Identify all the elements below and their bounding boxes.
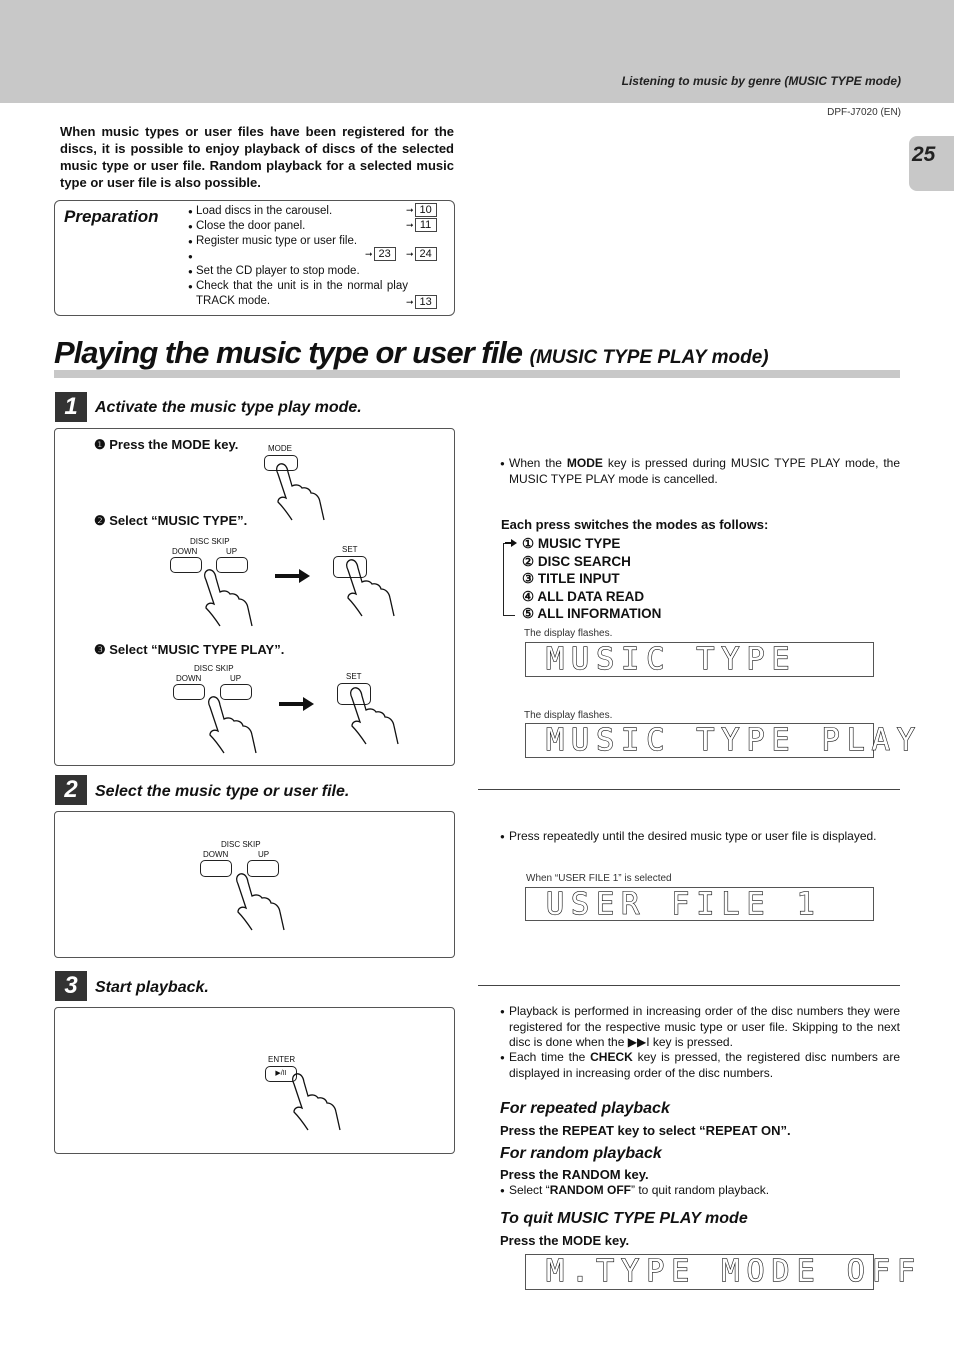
- hand-press-icon: [344, 686, 404, 746]
- page-ref[interactable]: [406, 203, 437, 217]
- down-button[interactable]: [200, 860, 232, 877]
- arrow-icon: ➞: [406, 297, 414, 307]
- page-ref-box: 23: [374, 247, 396, 261]
- mode-item: ① MUSIC TYPE: [522, 536, 621, 551]
- random-text: Press the RANDOM key.: [500, 1167, 649, 1182]
- step-3-badge: 3: [55, 971, 87, 1001]
- step-1-sub-1: ❶ Press the MODE key.: [94, 437, 239, 452]
- note-key: MODE: [566, 456, 603, 470]
- note-text: Each time the: [509, 1050, 591, 1064]
- step-1-sub-3: ❸ Select “MUSIC TYPE PLAY”.: [94, 642, 285, 657]
- flash-caption: The display flashes.: [524, 628, 613, 639]
- disc-skip-label: DISC SKIP: [194, 664, 234, 673]
- step-1-note: [500, 456, 900, 487]
- page-number: 25: [912, 143, 936, 166]
- note-text: When the: [509, 456, 567, 470]
- set-label: SET: [346, 672, 362, 681]
- note-key: RANDOM OFF: [549, 1183, 632, 1197]
- prep-item: ● Set the CD player to stop mode.: [188, 264, 446, 279]
- hand-press-icon: [270, 462, 330, 522]
- lcd-text: USER FILE 1: [546, 887, 822, 922]
- preparation-title: Preparation: [64, 207, 159, 226]
- flash-caption: The display flashes.: [524, 710, 613, 721]
- lcd-text: M.TYPE MODE OFF: [546, 1254, 922, 1289]
- step-2-heading: Select the music type or user file.: [95, 783, 350, 800]
- lcd-display: [525, 1254, 922, 1290]
- step-3-note-1: ● Playback is performed in increasing order of the disc numbers they were registered for the respective music type or user file. Skipping to the next disc is done when the ▶▶I key is pressed.: [500, 1004, 900, 1051]
- arrow-icon: ➞: [365, 249, 373, 259]
- mode-item: ⑤ ALL INFORMATION: [522, 606, 662, 621]
- divider: [478, 985, 900, 986]
- user-file-caption: When “USER FILE 1” is selected: [526, 873, 672, 884]
- page-ref[interactable]: [406, 295, 437, 309]
- disc-skip-label: DISC SKIP: [221, 840, 261, 849]
- page-ref[interactable]: [365, 247, 396, 261]
- note-text: Select “: [509, 1183, 550, 1197]
- up-label: UP: [226, 547, 238, 556]
- lcd-text: MUSIC TYPE PLAY: [546, 723, 922, 758]
- down-label: DOWN: [203, 850, 229, 859]
- page-ref-box: 10: [415, 203, 437, 217]
- main-title-sub: (MUSIC TYPE PLAY mode): [529, 347, 769, 368]
- hand-press-icon: [286, 1072, 346, 1132]
- down-button[interactable]: [173, 684, 205, 700]
- lcd-text: MUSIC TYPE: [546, 642, 797, 677]
- random-heading: For random playback: [500, 1145, 662, 1162]
- main-title: [54, 335, 769, 371]
- hand-press-icon: [230, 872, 290, 932]
- enter-button[interactable]: ▶/II: [265, 1066, 297, 1082]
- arrow-icon: ➞: [406, 205, 414, 215]
- prep-item: ● Register music type or user file.: [188, 234, 446, 249]
- page-ref[interactable]: [406, 247, 437, 261]
- hand-press-icon: [198, 568, 258, 628]
- step-2-note: ● Press repeatedly until the desired music type or user file is displayed.: [500, 829, 900, 845]
- mode-key-label: MODE: [268, 444, 292, 453]
- down-label: DOWN: [176, 674, 202, 683]
- lcd-display: [525, 887, 874, 921]
- hand-press-icon: [202, 695, 262, 755]
- arrow-right-icon: [279, 696, 315, 712]
- prep-item: ● Close the door panel.: [188, 219, 446, 234]
- step-3-heading: Start playback.: [95, 979, 209, 996]
- cycle-bracket: [503, 543, 515, 616]
- page-ref-box: 24: [415, 247, 437, 261]
- step-3-note-2: [500, 1050, 900, 1081]
- up-label: UP: [258, 850, 270, 859]
- quit-text: Press the MODE key.: [500, 1233, 630, 1248]
- arrow-right-icon: [505, 538, 517, 548]
- page-ref-box: 13: [415, 295, 437, 309]
- intro-paragraph: When music types or user files have been registered for the discs, it is possible to enjoy playback of discs of the selected music type or user file. Random playback for a selected music type or user file is also possible.: [60, 124, 454, 190]
- note-text: key is pressed during MUSIC TYPE PLAY mode, the MUSIC TYPE PLAY mode is cancelled.: [509, 456, 901, 486]
- page-ref[interactable]: [406, 218, 437, 232]
- modes-heading: Each press switches the modes as follows:: [501, 517, 769, 532]
- arrow-icon: ➞: [406, 220, 414, 230]
- title-rule: [54, 370, 900, 378]
- header-title: Listening to music by genre (MUSIC TYPE mode): [621, 74, 901, 88]
- prep-item: ● Check that the unit is in the normal play TRACK mode.: [188, 279, 446, 309]
- down-label: DOWN: [172, 547, 198, 556]
- repeat-heading: For repeated playback: [500, 1100, 670, 1117]
- mode-item: ④ ALL DATA READ: [522, 588, 645, 604]
- note-text: ” to quit random playback.: [631, 1183, 770, 1197]
- arrow-icon: ➞: [406, 249, 414, 259]
- hand-press-icon: [340, 558, 400, 618]
- arrow-right-icon: [275, 568, 311, 584]
- note-key: CHECK: [590, 1050, 633, 1064]
- disc-skip-label: DISC SKIP: [190, 537, 230, 546]
- random-note: [500, 1183, 900, 1199]
- up-label: UP: [230, 674, 242, 683]
- quit-heading: To quit MUSIC TYPE PLAY mode: [500, 1210, 748, 1227]
- note-text: key is pressed, the registered disc numbers are displayed in increasing order of the disc numbers.: [509, 1050, 900, 1080]
- divider: [478, 789, 900, 790]
- lcd-display: [525, 642, 874, 677]
- step-1-badge: 1: [55, 392, 87, 422]
- step-1-heading: Activate the music type play mode.: [95, 399, 362, 416]
- model-code: DPF-J7020 (EN): [827, 107, 901, 118]
- mode-item: ③ TITLE INPUT: [522, 571, 620, 586]
- page-ref-box: 11: [415, 218, 437, 232]
- lcd-display: [525, 723, 922, 758]
- step-2-badge: 2: [55, 775, 87, 805]
- step-3-panel: [54, 1007, 455, 1154]
- mode-item: ② DISC SEARCH: [522, 553, 631, 569]
- step-1-sub-2: ❷ Select “MUSIC TYPE”.: [94, 513, 248, 528]
- enter-label: ENTER: [268, 1055, 296, 1064]
- set-label: SET: [342, 545, 358, 554]
- prep-item: ● Load discs in the carousel.: [188, 204, 446, 219]
- repeat-text: Press the REPEAT key to select “REPEAT ON”.: [500, 1123, 791, 1138]
- main-title-text: Playing the music type or user file: [54, 335, 530, 370]
- modes-list: [522, 535, 661, 623]
